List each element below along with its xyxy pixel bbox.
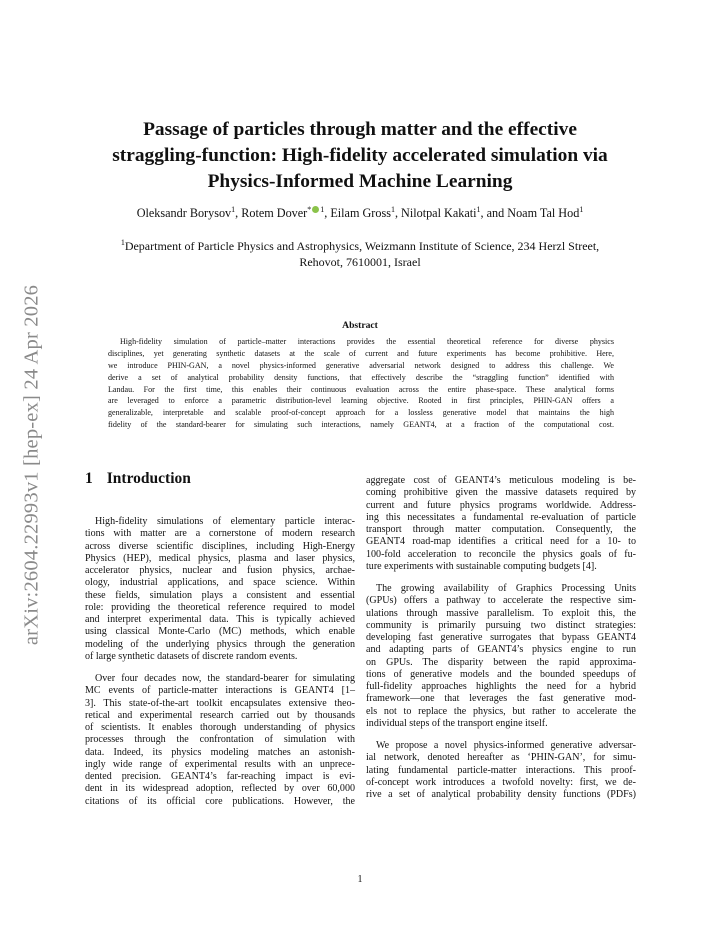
paragraph bbox=[85, 516, 355, 663]
orcid-icon[interactable] bbox=[312, 206, 319, 213]
text-line: We propose a novel physics-informed generative adversar- bbox=[376, 740, 636, 751]
text-line: data. Indeed, its physics modeling matches an astonish- bbox=[85, 746, 355, 758]
text-line: individual steps of the transport engine itself. bbox=[366, 717, 548, 729]
affiliation-line: Department of Particle Physics and Astrophysics, Weizmann Institute of Science, 234 Herzl Street, bbox=[124, 239, 600, 253]
text-line: ology, industrial applications, and space science. Within bbox=[85, 577, 355, 589]
text-line: els not to replace the physics, but rather to accelerate the bbox=[366, 705, 636, 717]
author-separator: , bbox=[394, 206, 402, 221]
abstract-line: Landau. For the first time, this enables their continuous evaluation across the entire phase-space. These analytical forms bbox=[108, 384, 614, 394]
paragraph bbox=[85, 673, 355, 808]
text-line: of large synthetic datasets of discrete random events. bbox=[85, 650, 298, 662]
abstract-line: are leveraged to enforce a parametric distribution-level learning objective. Rooted in first principles, PHIN-GAN offers a bbox=[108, 396, 614, 406]
text-line: ulations through massive parallelism. To exploit this, the bbox=[366, 607, 636, 619]
text-line: retical and experimental research carried out by thousands bbox=[85, 709, 355, 721]
text-line: current and future physics programs worldwide. Address- bbox=[366, 499, 636, 511]
text-line: across diverse scientific disciplines, including High-Energy bbox=[85, 540, 355, 552]
right-column bbox=[366, 475, 636, 801]
author-separator: , bbox=[324, 206, 331, 221]
arxiv-identifier: arXiv:2604.22993v1 [hep-ex] 24 Apr 2026 bbox=[20, 284, 43, 646]
text-line: 100-fold acceleration to reconcile the physics goals of fu- bbox=[366, 548, 636, 560]
author-name: Eilam Gross$^1$ bbox=[330, 205, 395, 221]
text-line: tions with matter are a cornerstone of modern research bbox=[85, 528, 355, 540]
abstract-line: High-fidelity simulation of particle–matter interactions provides the essential theoretical reference for diverse physics bbox=[120, 337, 614, 346]
abstract-body bbox=[108, 336, 614, 431]
abstract-line: derive a set of analytical probability density functions, that effectively describe the “straggling function” identified with bbox=[108, 372, 614, 382]
section-number: 1 bbox=[85, 470, 93, 487]
text-line: ial network, denoted hereafter as ‘PHIN-GAN’, for simu- bbox=[366, 752, 636, 764]
text-line: on GPUs. The disparity between the rapid approxima- bbox=[366, 656, 636, 668]
affiliation-mark: 1 bbox=[120, 238, 125, 247]
paragraph bbox=[366, 475, 636, 573]
text-line: MC events of particle-matter interactions is GEANT4 [1– bbox=[85, 685, 355, 697]
text-line: Over four decades now, the standard-bearer for simulating bbox=[95, 673, 355, 684]
text-line: modeling of the underlying physics through the generation bbox=[85, 638, 355, 650]
text-line: GEANT4 road-map identifies a critical need for a 10- to bbox=[366, 536, 636, 548]
author-affiliation-mark: 1 bbox=[579, 205, 584, 214]
text-line: framework—one that leverages the fast generative mod- bbox=[366, 693, 636, 705]
text-line: aggregate cost of GEANT4’s meticulous modeling is be- bbox=[366, 475, 636, 486]
section-heading bbox=[85, 470, 191, 488]
author-separator: , bbox=[235, 206, 242, 221]
text-line: and interpret experimental data. This is typically achieved bbox=[85, 614, 355, 625]
text-line: of-concept work introduces a twofold novelty: first, we de- bbox=[366, 776, 636, 788]
text-line: ingly wide range of experimental results with an unprece- bbox=[85, 758, 355, 770]
text-line: ing this necessitates a fundamental re-evaluation of particle bbox=[366, 511, 636, 523]
text-line: rive a set of analytical probability density functions (PDFs) bbox=[366, 789, 636, 800]
title-line: Passage of particles through matter and the effective bbox=[143, 119, 577, 140]
section-title: Introduction bbox=[106, 470, 191, 487]
left-column bbox=[85, 516, 355, 808]
text-line: ture experiments with sustainable computing budgets [4]. bbox=[366, 560, 597, 572]
author-affiliation-mark: 1 bbox=[476, 205, 481, 214]
text-line: coming prohibitive given the massive datasets required by bbox=[366, 487, 636, 499]
arxiv-sidebar-stamp bbox=[12, 255, 52, 675]
text-line: dented precision. GEANT4’s far-reaching impact is evi- bbox=[85, 771, 355, 782]
text-line: lating fundamental particle-matter interactions. This proof- bbox=[366, 764, 636, 776]
text-line: accelerator physics, nuclear and fusion physics, archae- bbox=[85, 565, 355, 576]
abstract-heading: Abstract bbox=[342, 320, 378, 331]
abstract-line: generalizable, interpretable and scalable proof-of-concept approach for a lossless generative model that maintains the high bbox=[108, 408, 614, 418]
text-line: full-fidelity approaches highlights the need for a hybrid bbox=[366, 681, 636, 692]
author-affiliation-mark: 1 bbox=[320, 205, 325, 214]
text-line: developing fast generative surrogates that bypass GEANT4 bbox=[366, 632, 636, 643]
text-line: role: providing the theoretical reference required to model bbox=[85, 601, 355, 613]
text-line: of scientists. It enables thorough understanding of physics bbox=[85, 722, 355, 733]
affiliation-line: Rehovot, 7610001, Israel bbox=[299, 255, 421, 269]
text-line: dent in its widespread adoption, reflected by over 60,000 bbox=[85, 783, 355, 795]
text-line: citations of its official core publications. However, the bbox=[85, 795, 355, 807]
author-affiliation-mark: 1 bbox=[390, 205, 395, 214]
text-line: High-fidelity simulations of elementary particle interac- bbox=[95, 516, 355, 527]
text-line: and adapting parts of GEANT4’s physics engine to run bbox=[366, 644, 636, 656]
text-line: using classical Monte-Carlo (MC) methods, which enable bbox=[85, 626, 355, 638]
author-separator: , and bbox=[480, 206, 508, 221]
paragraph bbox=[366, 740, 636, 801]
text-line: 3]. This state-of-the-art toolkit encapsulates extensive theo- bbox=[85, 697, 355, 709]
author-name: Noam Tal Hod$^1$ bbox=[507, 205, 584, 221]
text-line: transport through matter computation. Consequently, the bbox=[366, 524, 636, 535]
text-line: community is primarily pursuing two distinct strategies: bbox=[366, 619, 636, 631]
text-line: (GPUs) offers a pathway to accelerate the respective sim- bbox=[366, 595, 636, 607]
abstract-line: we introduce PHIN-GAN, a novel physics-informed generative adversarial network designed to address this challenge. We bbox=[108, 360, 614, 370]
abstract-line: disciplines, yet generating synthetic datasets at the scale of current and future experiments has become prohibitive. Here, bbox=[108, 348, 614, 358]
paper-title bbox=[80, 117, 640, 195]
title-line: straggling-function: High-fidelity accelerated simulation via bbox=[112, 145, 608, 166]
author-list bbox=[70, 205, 650, 221]
author-name: Rotem Dover* $^1$ bbox=[241, 205, 325, 221]
paragraph bbox=[366, 583, 636, 730]
abstract-line: fidelity of the standard-bearer for simulating such interactions, namely GEANT4, at a fraction of the computational cost. bbox=[108, 420, 614, 430]
text-line: these fields, simulation plays a consistent and essential bbox=[85, 589, 355, 601]
page-number: 1 bbox=[357, 874, 363, 885]
text-line: Physics (HEP), medical physics, plasma and laser physics, bbox=[85, 552, 355, 564]
corresponding-mark: * bbox=[307, 205, 312, 214]
title-line: Physics-Informed Machine Learning bbox=[207, 171, 513, 192]
text-line: processes through the confrontation of simulation with bbox=[85, 734, 355, 746]
author-name: Nilotpal Kakati$^1$ bbox=[401, 205, 481, 221]
text-line: The growing availability of Graphics Processing Units bbox=[376, 583, 636, 594]
author-affiliation-mark: 1 bbox=[231, 205, 236, 214]
text-line: tions of generative models and the bounded speedups of bbox=[366, 668, 636, 680]
affiliation bbox=[70, 235, 650, 270]
author-name: Oleksandr Borysov$^1$ bbox=[136, 205, 236, 221]
